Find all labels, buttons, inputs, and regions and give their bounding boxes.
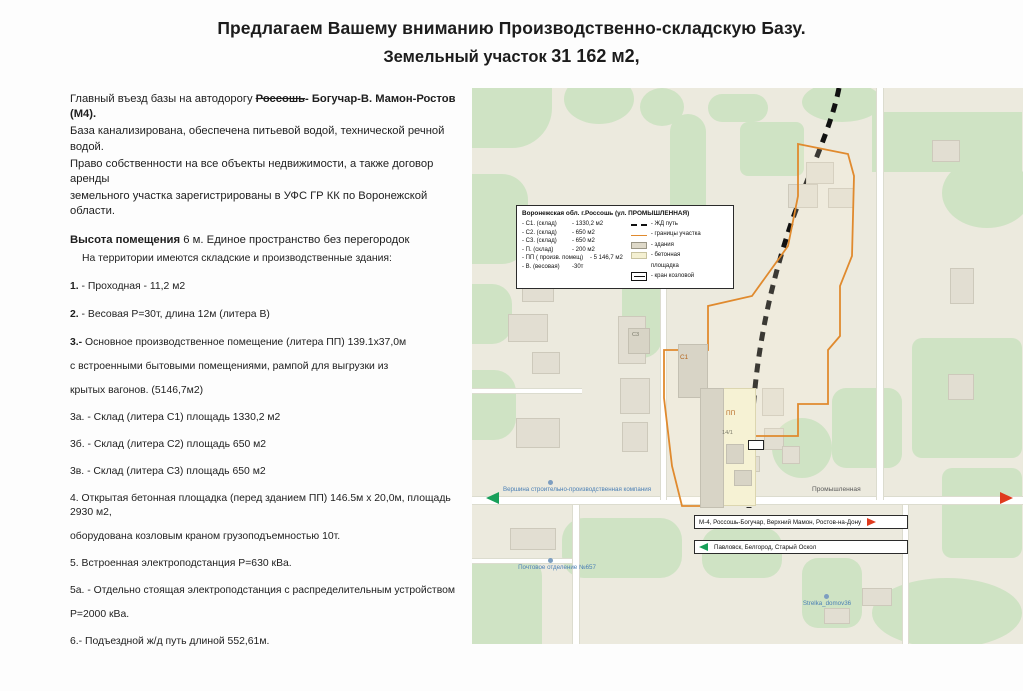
intro-paragraph-2: База канализирована, обеспечена питьевой водой, технической речной водой. [70, 125, 445, 153]
green-area [942, 468, 1022, 558]
building [948, 374, 974, 400]
building [932, 140, 960, 162]
building [950, 268, 974, 304]
legend-key: - ПП ( произв. помещ) [522, 255, 584, 262]
list-item [70, 584, 470, 598]
height-heading [70, 233, 470, 248]
description-column [70, 92, 470, 649]
item-text: - Отдельно стоящая электроподстанция с распределительным устройством [84, 584, 456, 596]
list-item [70, 635, 470, 649]
map-background [472, 88, 1023, 644]
list-item [70, 557, 470, 571]
direction-arrow-right [1000, 492, 1013, 504]
legend-label: - бетонная [650, 252, 681, 259]
map-legend [516, 205, 734, 289]
item-text: - Склад (литера С1) площадь 1330,2 м2 [84, 411, 281, 423]
item-number: 3б. [70, 438, 85, 450]
site-map[interactable] [472, 88, 1023, 644]
legend-key: - С2. (склад) [522, 229, 557, 236]
warehouse-c2 [726, 444, 744, 464]
legend-label: - кран козловой [650, 273, 695, 280]
legend-key: - С1. (склад) [522, 221, 557, 227]
green-area [472, 370, 516, 440]
item-text: - Проходная - 11,2 м2 [78, 280, 186, 292]
callout-text: Павловск, Белгород, Старый Оскол [714, 543, 817, 551]
boundary-swatch-icon [631, 235, 647, 236]
legend-key: - В. (весовая) [522, 263, 560, 270]
list-item [70, 336, 470, 350]
list-item [70, 280, 470, 294]
direction-arrow-left [486, 492, 499, 504]
production-building-pp [700, 388, 724, 508]
height-value: 6 м. [180, 233, 207, 246]
intro-paragraph-4: земельного участка зарегистрированы в УФС ГР КК по Воронежской области. [70, 190, 428, 218]
green-area [942, 158, 1023, 228]
legend-row [631, 262, 728, 271]
list-item [70, 411, 470, 425]
inside-label-c1: С1 [680, 354, 689, 361]
place-label-post-office: Почтовое отделение №657 [518, 564, 596, 571]
item-text: - Склад (литера С3) площадь 650 м2 [84, 465, 266, 477]
building [516, 418, 560, 448]
legend-row [522, 263, 631, 272]
item-text: Подъездной ж/д путь длиной 552,61м. [82, 635, 270, 647]
intro-part-b: - Богучар-В. Мамон-Ростов (М4). [70, 93, 456, 121]
list-item [70, 438, 470, 452]
inside-label-c3: С3 [632, 332, 640, 338]
inside-label-pp: ПП [726, 410, 736, 417]
weighbridge-v [734, 470, 752, 486]
building [508, 314, 548, 342]
legend-label: - границы участка [650, 231, 701, 238]
legend-row [631, 251, 728, 260]
legend-value: - 1330,2 м2 [572, 221, 604, 227]
item-number: 6.- [70, 635, 83, 647]
road-label-promyshlennaya: Промышленная [812, 486, 861, 493]
height-space: Единое пространство без перегородок [206, 233, 410, 246]
height-label: Высота помещения [70, 233, 181, 246]
legend-left-column [522, 220, 631, 282]
building-swatch-icon [631, 242, 647, 249]
arrow-left-icon [699, 543, 708, 551]
item-number: 1. [70, 280, 79, 292]
poi-marker[interactable] [548, 480, 553, 485]
legend-row [522, 220, 631, 229]
legend-row [522, 229, 631, 238]
place-label-vershina: Вершина строительно-производственная компания [502, 486, 652, 493]
legend-row [522, 237, 631, 246]
item-number: 3.- [70, 336, 83, 348]
legend-value: -30т [572, 263, 584, 270]
page-title [0, 18, 1023, 67]
callout-text: М-4, Россошь-Богучар, Верхний Мамон, Ростов-на-Дону [699, 518, 862, 526]
legend-label: - здания [650, 241, 674, 248]
intro-paragraph-3: Право собственности на все объекты недвижимости, а также договор аренды [70, 157, 434, 186]
legend-value: - 5 146,7 м2 [590, 255, 623, 262]
crane-icon [748, 440, 764, 450]
list-item [70, 308, 470, 322]
item-number: 5а. [70, 584, 85, 596]
list-item [70, 465, 470, 479]
intro-paragraph-1 [70, 92, 470, 122]
legend-row [522, 246, 631, 255]
title-line-1: Предлагаем Вашему вниманию Производственно-складскую Базу. [217, 18, 806, 38]
height-subnote: На территории имеются складские и производственные здания: [82, 252, 392, 264]
title-line-2 [0, 46, 1023, 67]
item-text: Открытая бетонная площадка (перед зданием ПП) 146.5м х 20,0м, площадь 2930 м2, [70, 492, 451, 518]
legend-row [522, 254, 631, 263]
road-horizontal-2 [472, 388, 582, 394]
legend-row [631, 272, 728, 281]
callout-route-right[interactable] [694, 515, 908, 529]
list-item-continuation: с встроенными бытовыми помещениями, рампой для выгрузки из [70, 360, 389, 372]
item-text: - Склад (литера С2) площадь 650 м2 [84, 438, 267, 450]
item-text: Основное производственное помещение (литера ПП) 139.1х37,0м [82, 336, 407, 348]
arrow-right-icon [867, 518, 876, 526]
green-area [872, 578, 1022, 644]
spacer-icon [631, 263, 647, 270]
green-area [472, 88, 552, 148]
title-line-2-prefix: Земельный участок [383, 48, 552, 66]
legend-value: - 650 м2 [572, 238, 595, 245]
green-area [472, 284, 512, 344]
legend-title: Воронежская обл. г.Россошь (ул. ПРОМЫШЛЕННАЯ) [522, 210, 690, 217]
legend-value: - 650 м2 [572, 229, 595, 236]
legend-row [631, 241, 728, 250]
inside-label-14-1: 14/1 [722, 430, 733, 436]
railway-swatch-icon [631, 224, 647, 226]
intro-strikethrough: Россошь [255, 93, 306, 105]
item-number: 5. [70, 557, 79, 569]
callout-route-left[interactable] [694, 540, 908, 554]
poi-marker[interactable] [548, 558, 553, 563]
intro-part-a: Главный въезд базы на автодорогу [70, 93, 256, 105]
legend-right-column [631, 220, 728, 282]
road-vertical-3 [876, 88, 884, 500]
legend-value: - 200 м2 [572, 246, 595, 253]
legend-row [631, 230, 728, 239]
item-text: Встроенная электроподстанция Р=630 кВа. [78, 557, 292, 569]
height-block [70, 233, 470, 266]
item-number: 4. [70, 492, 79, 504]
legend-label: - ЖД путь [650, 221, 678, 227]
building [532, 352, 560, 374]
building [510, 528, 556, 550]
item-number: 3в. [70, 465, 85, 477]
item-number: 3а. [70, 411, 85, 423]
road-vertical-1 [572, 505, 580, 644]
poi-marker[interactable] [824, 594, 829, 599]
list-item-continuation: оборудована козловым краном грузоподъемностью 10т. [70, 530, 341, 542]
list-item-continuation: крытых вагонов. (5146,7м2) [70, 384, 204, 396]
item-number: 2. [70, 308, 79, 320]
title-line-2-value: 31 162 м2, [551, 46, 640, 66]
concrete-swatch-icon [631, 252, 647, 259]
legend-key: - П. (склад) [522, 246, 554, 253]
list-item [70, 492, 470, 520]
green-area [564, 88, 634, 124]
building [824, 608, 850, 624]
item-text: - Весовая Р=30т, длина 12м (литера В) [78, 308, 270, 320]
legend-key: - С3. (склад) [522, 238, 557, 245]
legend-row [631, 220, 728, 229]
place-label-strelka: Strelka_domov36 [802, 600, 852, 607]
crane-swatch-icon [631, 272, 647, 281]
legend-label: площадка [650, 262, 679, 269]
list-item-continuation: Р=2000 кВа. [70, 608, 130, 620]
